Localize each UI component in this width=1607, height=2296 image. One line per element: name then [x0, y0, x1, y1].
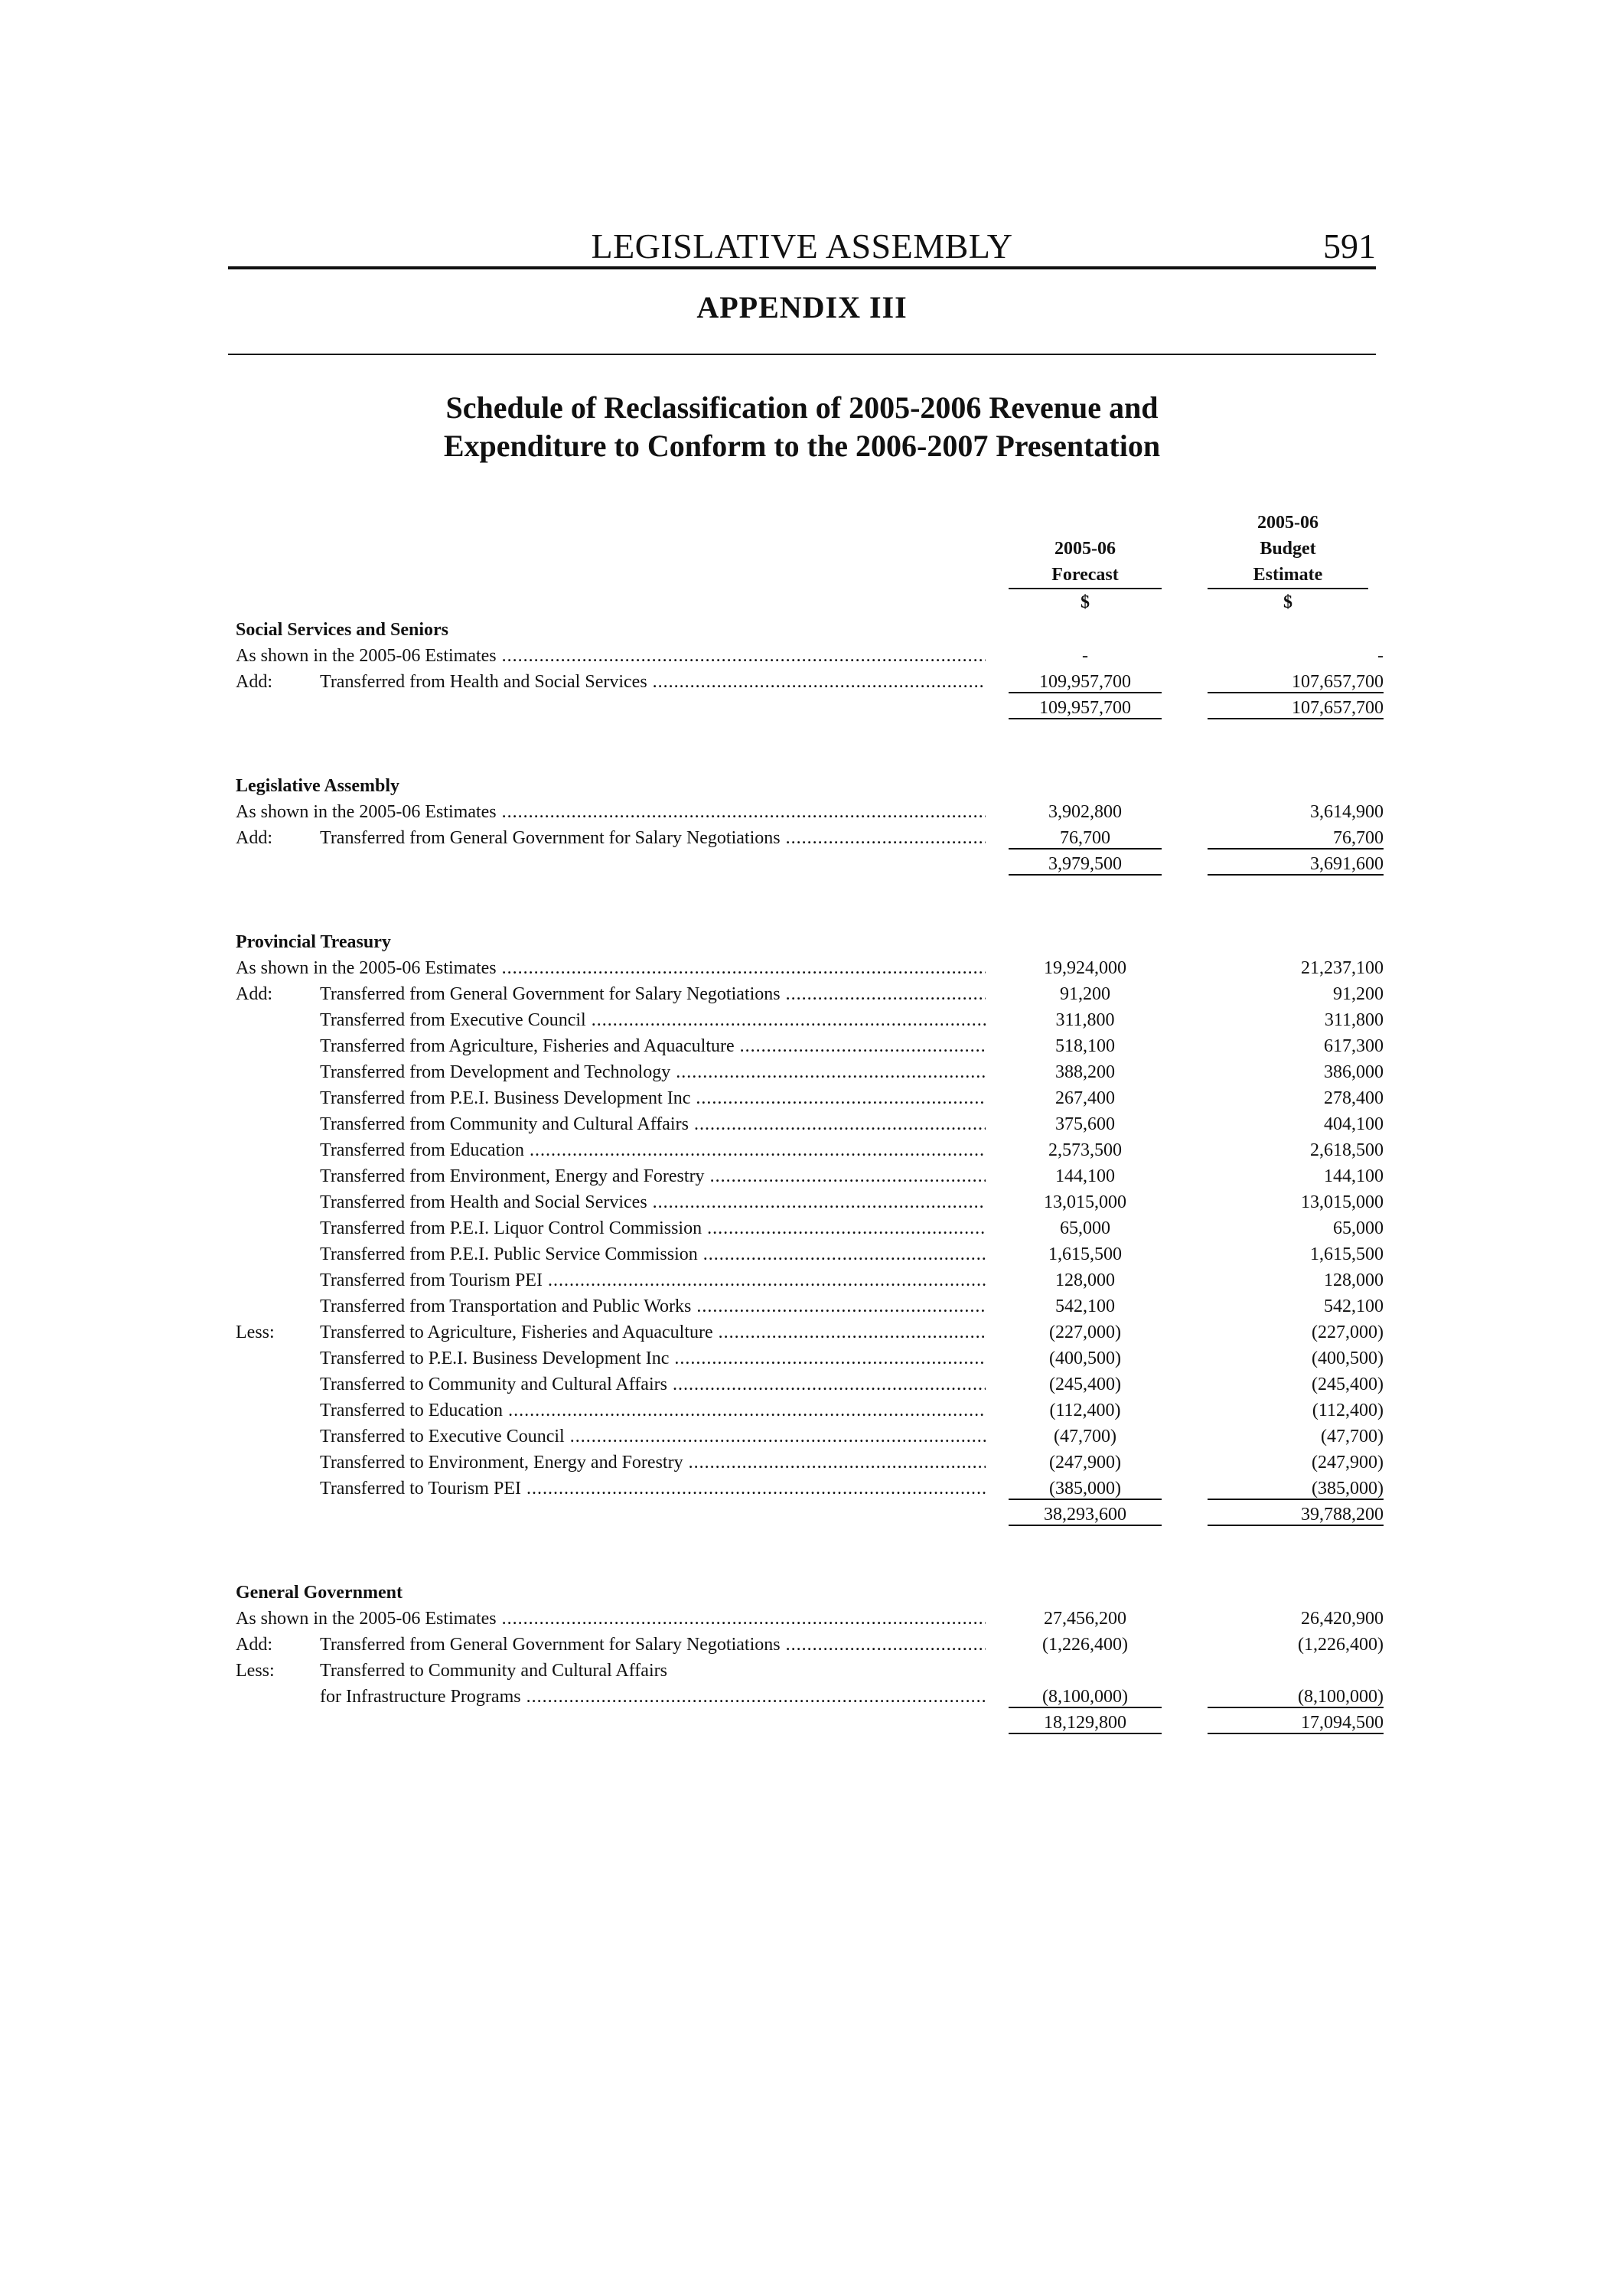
table-row — [228, 1397, 1384, 1424]
section-total-row — [228, 1502, 1384, 1528]
row-description: Transferred to Community and Cultural Affairs — [320, 1661, 667, 1681]
row-description: Transferred from General Government for Salary Negotiations ..... — [320, 825, 986, 851]
table-row — [228, 1293, 1384, 1319]
row-description: Transferred from Agriculture, Fisheries and Aquaculture ..... — [320, 1033, 986, 1059]
row-description: Transferred to Agriculture, Fisheries and Aquaculture ..... — [320, 1319, 986, 1345]
budget-value: (247,900) — [1312, 1453, 1384, 1473]
row-description: Transferred from P.E.I. Liquor Control Commission ..... — [320, 1215, 986, 1241]
forecast-total: 38,293,600 — [1009, 1502, 1162, 1526]
table-row — [228, 1059, 1384, 1085]
row-description: Transferred from Health and Social Services ..... — [320, 669, 986, 695]
row-description: Transferred from Community and Cultural Affairs ..... — [320, 1111, 986, 1137]
forecast-value: 76,700 — [1009, 825, 1162, 850]
table-row — [228, 1111, 1384, 1137]
row-description: Transferred to Community and Cultural Affairs ..... — [320, 1371, 986, 1397]
table-row — [228, 1241, 1384, 1267]
row-description: Transferred from P.E.I. Public Service Commission ..... — [320, 1241, 986, 1267]
forecast-value: 128,000 — [1055, 1270, 1115, 1290]
budget-value: (8,100,000) — [1208, 1684, 1384, 1708]
section-total-row — [228, 851, 1384, 877]
budget-value: (227,000) — [1312, 1322, 1384, 1342]
table-row — [228, 1476, 1384, 1502]
budget-value: 76,700 — [1208, 825, 1384, 850]
budget-value: 26,420,900 — [1301, 1609, 1384, 1629]
budget-total: 17,094,500 — [1208, 1710, 1384, 1734]
budget-value: (112,400) — [1312, 1401, 1384, 1420]
row-description: Transferred to Education ..... — [320, 1397, 986, 1424]
budget-total: 107,657,700 — [1208, 695, 1384, 719]
page-number: 591 — [1323, 227, 1376, 266]
budget-value: 144,100 — [1324, 1166, 1384, 1186]
budget-value: (245,400) — [1312, 1375, 1384, 1394]
forecast-value: (8,100,000) — [1009, 1684, 1162, 1708]
forecast-value: (47,700) — [1054, 1427, 1116, 1446]
section-heading-general-government — [228, 1580, 1384, 1606]
section-heading-social-services — [228, 617, 1384, 643]
forecast-value: (112,400) — [1049, 1401, 1121, 1420]
column-header-budget — [1208, 510, 1368, 615]
row-description: for Infrastructure Programs ..... — [320, 1684, 986, 1710]
document-title-line-2: Expenditure to Conform to the 2006-2007 Presentation — [443, 429, 1161, 463]
section-heading-label: Social Services and Seniors — [236, 620, 449, 640]
table-row — [228, 955, 1384, 981]
budget-value: 21,237,100 — [1301, 958, 1384, 978]
table-row — [228, 1371, 1384, 1397]
table-row — [228, 643, 1384, 669]
table-row — [228, 1319, 1384, 1345]
forecast-value: 65,000 — [1060, 1218, 1110, 1238]
row-description: Transferred to Environment, Energy and Forestry ..... — [320, 1450, 986, 1476]
row-prefix: Less: — [236, 1661, 275, 1681]
row-description: Transferred from General Government for Salary Negotiations ..... — [320, 1632, 986, 1658]
forecast-value: 267,400 — [1055, 1088, 1115, 1108]
forecast-value: 311,800 — [1055, 1010, 1115, 1030]
forecast-value: (400,500) — [1049, 1349, 1121, 1368]
row-description: Transferred from Environment, Energy and Forestry ..... — [320, 1163, 986, 1189]
budget-value: 13,015,000 — [1301, 1192, 1384, 1212]
section-total-row — [228, 695, 1384, 721]
table-row — [228, 1424, 1384, 1450]
row-description: As shown in the 2005-06 Estimates ..... — [236, 643, 986, 669]
document-title — [228, 389, 1376, 465]
row-description: Transferred from Tourism PEI ..... — [320, 1267, 986, 1293]
forecast-value: (245,400) — [1049, 1375, 1121, 1394]
table-row — [228, 981, 1384, 1007]
column-header-budget-label-2: Estimate — [1208, 562, 1368, 589]
row-description: As shown in the 2005-06 Estimates ..... — [236, 955, 986, 981]
table-row — [228, 1658, 1384, 1684]
section-total-row — [228, 1710, 1384, 1736]
forecast-value: 1,615,500 — [1048, 1244, 1122, 1264]
table-row — [228, 799, 1384, 825]
forecast-total: 18,129,800 — [1009, 1710, 1162, 1734]
table-row — [228, 1345, 1384, 1371]
budget-value: - — [1377, 646, 1384, 666]
budget-value: 278,400 — [1324, 1088, 1384, 1108]
budget-value: 3,614,900 — [1310, 802, 1384, 822]
row-description: As shown in the 2005-06 Estimates ..... — [236, 799, 986, 825]
forecast-value: 2,573,500 — [1048, 1140, 1122, 1160]
budget-value: 1,615,500 — [1310, 1244, 1384, 1264]
table-row — [228, 1450, 1384, 1476]
budget-value: 386,000 — [1324, 1062, 1384, 1082]
budget-value: 404,100 — [1324, 1114, 1384, 1134]
forecast-total: 3,979,500 — [1009, 851, 1162, 876]
row-description: Transferred from P.E.I. Business Development Inc ..... — [320, 1085, 986, 1111]
section-heading-label: Legislative Assembly — [236, 776, 399, 796]
forecast-value: 144,100 — [1055, 1166, 1115, 1186]
row-description: As shown in the 2005-06 Estimates ..... — [236, 1606, 986, 1632]
row-description: Transferred to P.E.I. Business Development Inc ..... — [320, 1345, 986, 1371]
forecast-value: 91,200 — [1060, 984, 1110, 1004]
budget-value: 617,300 — [1324, 1036, 1384, 1056]
budget-total: 39,788,200 — [1208, 1502, 1384, 1526]
table-row — [228, 1085, 1384, 1111]
row-prefix: Add: — [236, 672, 272, 692]
table-row — [228, 1267, 1384, 1293]
budget-value: 128,000 — [1324, 1270, 1384, 1290]
budget-value: 311,800 — [1324, 1010, 1384, 1030]
row-description: Transferred to Executive Council ..... — [320, 1424, 986, 1450]
budget-total: 3,691,600 — [1208, 851, 1384, 876]
column-header-forecast-label: Forecast — [1009, 562, 1162, 589]
section-heading-label: Provincial Treasury — [236, 932, 391, 952]
table-row — [228, 669, 1384, 695]
column-header-budget-unit: $ — [1283, 592, 1292, 612]
row-description: Transferred from Executive Council ..... — [320, 1007, 986, 1033]
budget-value: (385,000) — [1208, 1476, 1384, 1500]
table-row — [228, 1189, 1384, 1215]
forecast-value: (227,000) — [1049, 1322, 1121, 1342]
budget-value: 65,000 — [1333, 1218, 1384, 1238]
reclassification-table — [228, 617, 1384, 1736]
forecast-value: (385,000) — [1009, 1476, 1162, 1500]
forecast-value: 27,456,200 — [1044, 1609, 1126, 1629]
row-prefix: Add: — [236, 828, 272, 848]
forecast-value: - — [1082, 646, 1088, 666]
forecast-value: 388,200 — [1055, 1062, 1115, 1082]
forecast-value: (1,226,400) — [1042, 1635, 1128, 1655]
row-description: Transferred to Tourism PEI ..... — [320, 1476, 986, 1502]
appendix-label: APPENDIX III — [696, 290, 908, 325]
table-row — [228, 1033, 1384, 1059]
forecast-value: 3,902,800 — [1048, 802, 1122, 822]
column-header-budget-label: Budget — [1260, 539, 1316, 559]
document-title-line-1: Schedule of Reclassification of 2005-2006 Revenue and — [445, 390, 1159, 425]
section-heading-label: General Government — [236, 1583, 403, 1603]
appendix-rule — [228, 354, 1376, 355]
forecast-value: 109,957,700 — [1009, 669, 1162, 693]
column-header-forecast-year: 2005-06 — [1054, 539, 1116, 559]
row-description: Transferred from Transportation and Public Works ..... — [320, 1293, 986, 1319]
row-description: Transferred from General Government for Salary Negotiations ..... — [320, 981, 986, 1007]
table-row — [228, 1606, 1384, 1632]
budget-value: 542,100 — [1324, 1296, 1384, 1316]
budget-value: 91,200 — [1333, 984, 1384, 1004]
row-prefix: Add: — [236, 1635, 272, 1655]
budget-value: (47,700) — [1321, 1427, 1384, 1446]
table-row — [228, 1163, 1384, 1189]
row-description: Transferred from Health and Social Services ..... — [320, 1189, 986, 1215]
table-row — [228, 1007, 1384, 1033]
row-prefix: Add: — [236, 984, 272, 1004]
column-header-budget-year: 2005-06 — [1257, 513, 1319, 533]
column-header-forecast-unit: $ — [1081, 592, 1090, 612]
budget-value: 107,657,700 — [1208, 669, 1384, 693]
running-header — [228, 223, 1376, 269]
forecast-value: 518,100 — [1055, 1036, 1115, 1056]
row-description: Transferred from Development and Technology ..... — [320, 1059, 986, 1085]
table-row — [228, 1632, 1384, 1658]
row-prefix: Less: — [236, 1322, 275, 1342]
running-title: LEGISLATIVE ASSEMBLY — [591, 227, 1013, 266]
section-heading-provincial-treasury — [228, 929, 1384, 955]
forecast-value: 542,100 — [1055, 1296, 1115, 1316]
row-description: Transferred from Education ..... — [320, 1137, 986, 1163]
budget-value: (400,500) — [1312, 1349, 1384, 1368]
table-row — [228, 1215, 1384, 1241]
forecast-total: 109,957,700 — [1009, 695, 1162, 719]
forecast-value: 19,924,000 — [1044, 958, 1126, 978]
table-row — [228, 1684, 1384, 1710]
forecast-value: (247,900) — [1049, 1453, 1121, 1473]
table-row — [228, 1137, 1384, 1163]
table-row — [228, 825, 1384, 851]
column-header-forecast — [1009, 536, 1162, 615]
forecast-value: 13,015,000 — [1044, 1192, 1126, 1212]
budget-value: (1,226,400) — [1298, 1635, 1384, 1655]
budget-value: 2,618,500 — [1310, 1140, 1384, 1160]
forecast-value: 375,600 — [1055, 1114, 1115, 1134]
header-rule — [228, 266, 1376, 269]
section-heading-legislative-assembly — [228, 773, 1384, 799]
